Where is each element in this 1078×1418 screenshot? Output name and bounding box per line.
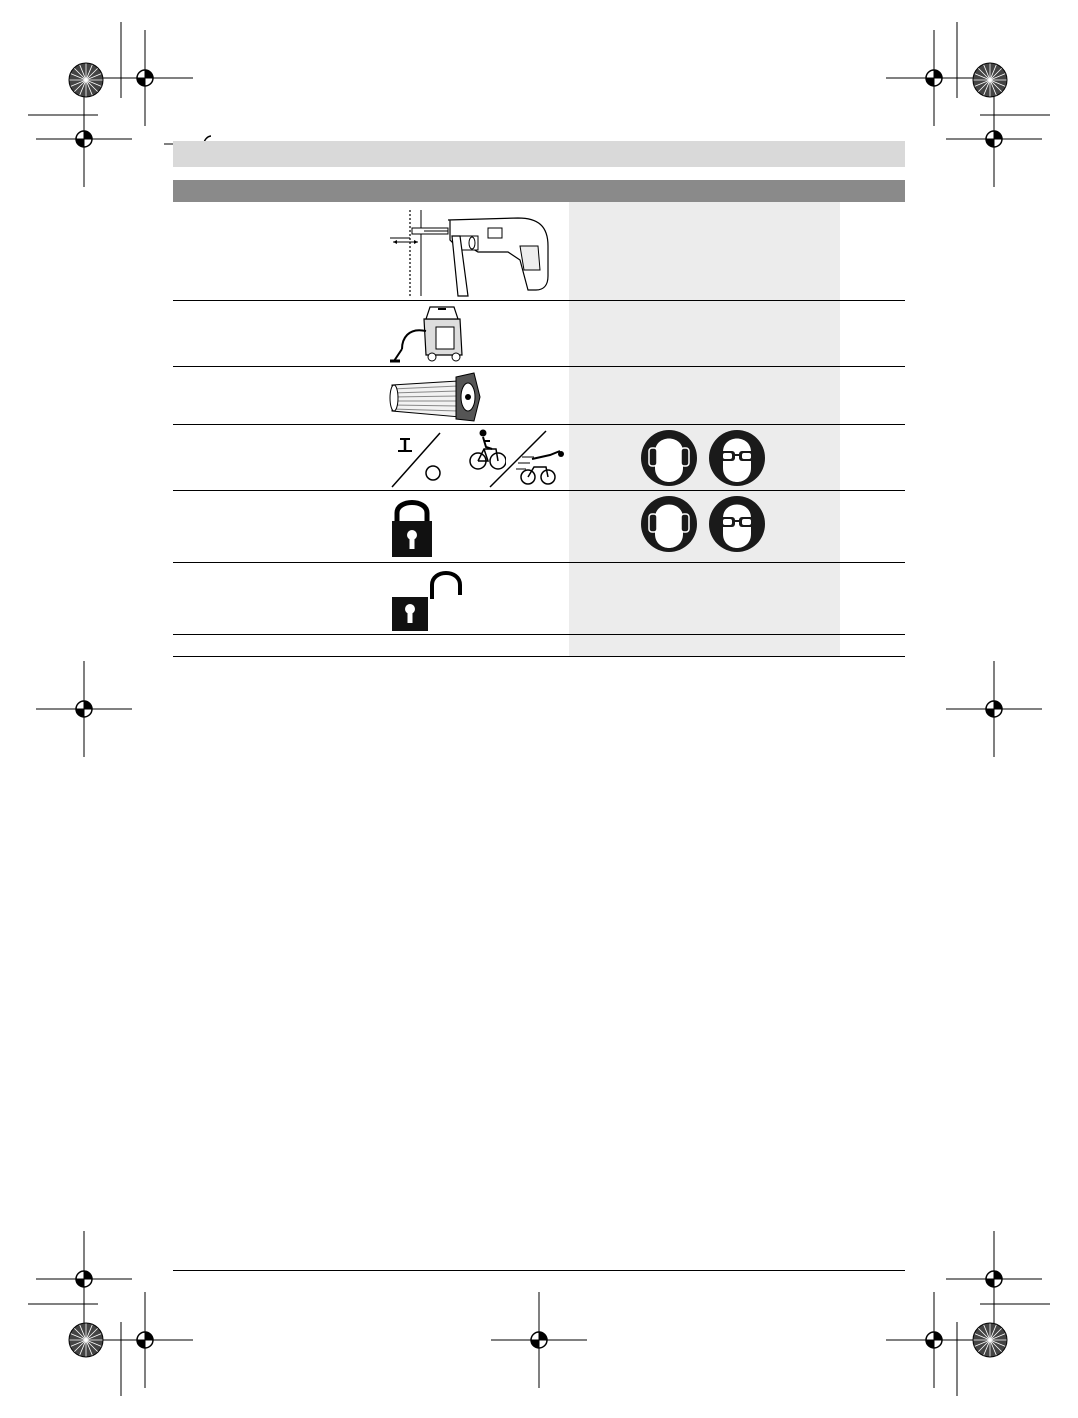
eye-protection-icon bbox=[708, 495, 766, 553]
table-row bbox=[173, 635, 905, 656]
eye-protection-icon bbox=[708, 429, 766, 487]
rotary-hammer-depth-stop-icon bbox=[388, 206, 568, 298]
table-row bbox=[173, 202, 905, 300]
locked-padlock-icon bbox=[390, 495, 434, 559]
table-row bbox=[173, 367, 905, 424]
on-off-switch-icon bbox=[390, 429, 446, 489]
table-row bbox=[173, 301, 905, 366]
table-header bbox=[173, 180, 905, 202]
table-row bbox=[173, 425, 905, 490]
dust-extraction-attachment-icon bbox=[388, 371, 484, 423]
header-band bbox=[173, 141, 905, 167]
row-divider bbox=[173, 656, 905, 657]
footer-rule bbox=[173, 1270, 905, 1271]
table-row bbox=[173, 563, 905, 634]
table-row bbox=[173, 491, 905, 562]
ear-protection-icon bbox=[640, 495, 698, 553]
unlocked-padlock-icon bbox=[390, 567, 466, 633]
vacuum-cleaner-icon bbox=[388, 305, 468, 365]
ear-protection-icon bbox=[640, 429, 698, 487]
fast-speed-icon bbox=[488, 429, 568, 491]
